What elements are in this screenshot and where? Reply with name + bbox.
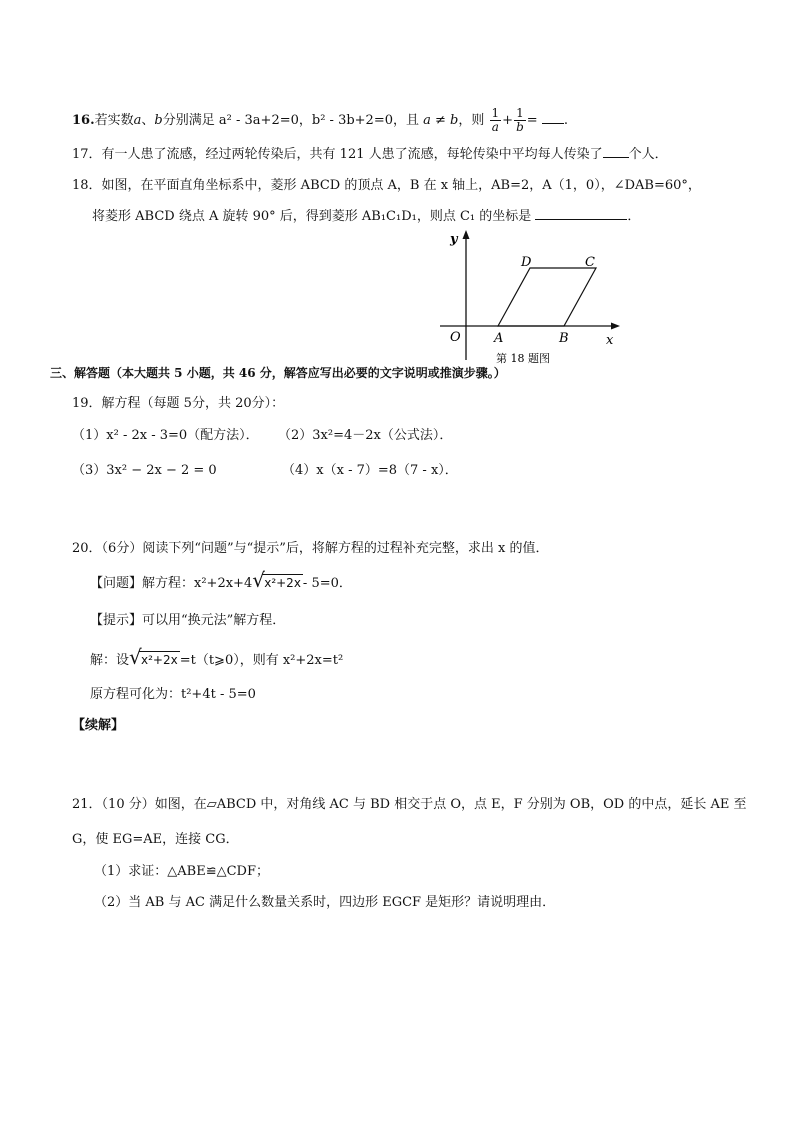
fraction-1-over-a: $\frac{1}{a}$ [491, 106, 500, 134]
label-a: A [494, 331, 504, 346]
q16-equations: a² - 3a+2=0，b² - 3b+2=0，且 [218, 113, 419, 128]
label-b: B [559, 331, 569, 346]
sqrt-substitution: √ x²+2x [129, 645, 178, 669]
figure-caption: 第 18 题图 [496, 352, 550, 365]
label-o: O [450, 330, 461, 345]
question-20-problem: 【问题】解方程：x²+2x+4 √ x²+2x - 5=0． [90, 568, 352, 592]
question-21-line-2: G，使 EG=AE，连接 CG． [72, 832, 239, 847]
question-19-part-3: （3）3x² − 2x − 2 = 0 [72, 463, 217, 478]
question-21-part-2: （2）当 AB 与 AC 满足什么数量关系时，四边形 EGCF 是矩形？请说明理由． [94, 895, 556, 910]
question-20-solution: 解：设 √ x²+2x =t（t⩾0），则有 x²+2x=t² [90, 645, 344, 669]
answer-blank-18[interactable] [535, 219, 627, 220]
label-x: x [606, 333, 614, 348]
x-axis-arrow [611, 323, 620, 330]
q16-condition: a ≠ b [423, 113, 459, 128]
label-y: y [450, 232, 458, 247]
question-16: 16.若实数a、b分别满足 a² - 3a+2=0，b² - 3b+2=0，且 a ≠ b，则 $\frac{1}{a}$ + $\frac{1}{b}$ = . [72, 106, 568, 134]
label-d: D [521, 255, 532, 270]
rhombus-figure [432, 226, 632, 366]
question-18-line-1: 18．如图，在平面直角坐标系中，菱形 ABCD 的顶点 A，B 在 x 轴上，AB=2，A（1，0），∠DAB=60°， [72, 178, 701, 193]
y-axis-arrow [463, 230, 470, 239]
question-20-reduced: 原方程可化为：t²+4t - 5=0 [90, 687, 256, 702]
question-19-title: 19．解方程（每题 5分，共 20分）： [72, 396, 285, 411]
answer-blank-17[interactable] [603, 157, 629, 158]
question-19-part-1: （1）x² - 2x - 3=0（配方法）． [72, 428, 259, 443]
answer-blank-16[interactable] [542, 123, 564, 124]
question-21-part-1: （1）求证：△ABE≌△CDF； [94, 864, 269, 879]
question-20-continue: 【续解】 [72, 718, 125, 733]
label-c: C [585, 255, 595, 270]
question-19-part-2: （2）3x²=4－2x（公式法）． [278, 428, 453, 443]
question-18-line-2: 将菱形 ABCD 绕点 A 旋转 90° 后，得到菱形 AB₁C₁D₁，则点 C₁ 的坐标是 ． [92, 209, 641, 224]
sqrt-expression: √ x²+2x [252, 568, 301, 592]
fraction-1-over-b: $\frac{1}{b}$ [516, 106, 524, 134]
q16-prefix: 若实数 [94, 113, 134, 128]
q16-number: 16. [72, 113, 95, 128]
question-17: 17．有一人患了流感，经过两轮传染后，共有 121 人患了流感，每轮传染中平均每人传染了 个人． [72, 147, 668, 162]
question-20-title: 20．（6分）阅读下列“问题”与“提示”后，将解方程的过程补充完整，求出 x 的值． [72, 541, 549, 556]
question-19-part-4: （4）x（x - 7）=8（7 - x）． [282, 463, 458, 478]
rhombus-abcd [498, 268, 596, 326]
section-3-heading: 三、解答题（本大题共 5 小题，共 46 分，解答应写出必要的文字说明或推演步骤。） [50, 366, 506, 380]
question-20-hint: 【提示】可以用“换元法”解方程． [90, 613, 286, 628]
question-21-line-1: 21．（10 分）如图，在▱ABCD 中，对角线 AC 与 BD 相交于点 O，点 E，F 分别为 OB，OD 的中点，延长 AE 至 [72, 797, 747, 812]
